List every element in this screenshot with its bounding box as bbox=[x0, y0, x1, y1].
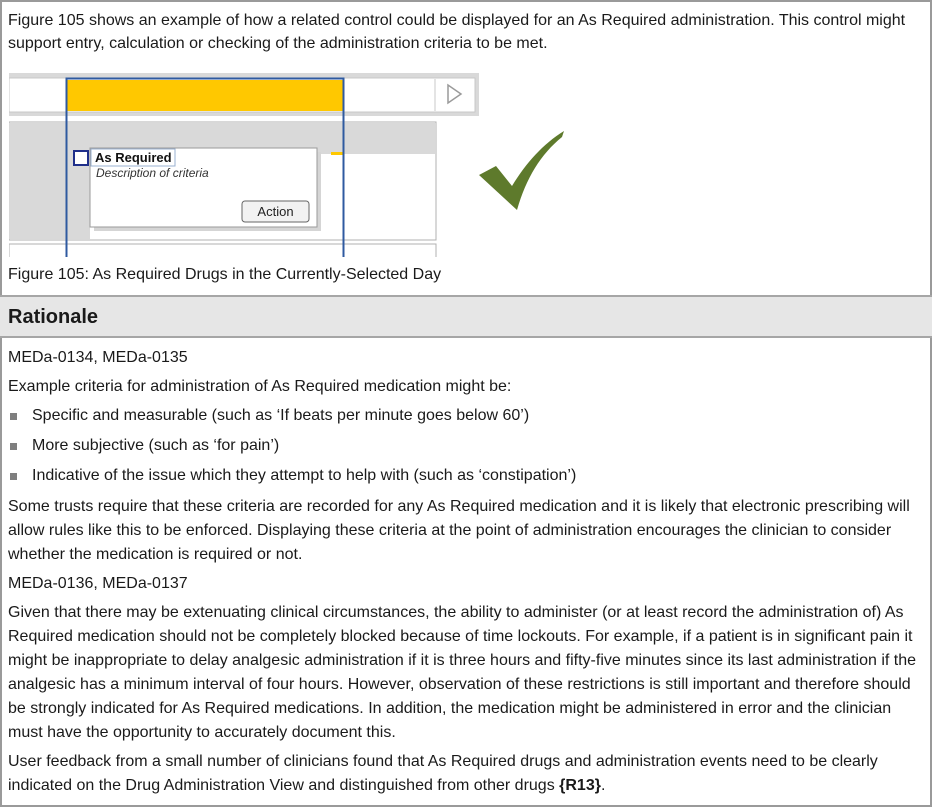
rationale-header bbox=[0, 295, 932, 338]
requirement-tag: {R13} bbox=[559, 777, 601, 794]
list-item-text: Specific and measurable (such as ‘If beats per minute goes below 60’) bbox=[32, 407, 530, 424]
list-item-text: More subjective (such as ‘for pain’) bbox=[32, 437, 280, 454]
feedback-paragraph bbox=[8, 750, 920, 798]
next-drug-row bbox=[9, 244, 436, 257]
rationale-heading: Rationale bbox=[8, 306, 99, 328]
drug-row-left-shade bbox=[10, 154, 90, 239]
figure-105 bbox=[9, 71, 569, 257]
feedback-text: User feedback from a small number of clinicians found that As Required drugs and administration events need to be clearly indicated on the Drug Administration View and distinguished from other drugs bbox=[8, 753, 878, 794]
intro-paragraph: Figure 105 shows an example of how a related control could be displayed for an As Required administration. This control might support entry, calculation or checking of the administration criteria to be met. bbox=[8, 12, 906, 52]
bullet-square-icon bbox=[10, 413, 17, 420]
highlight-edge bbox=[331, 152, 343, 155]
requirement-ref-1: MEDa-0134, MEDa-0135 bbox=[8, 349, 188, 366]
bullet-square-icon bbox=[10, 473, 17, 480]
bullet-square-icon bbox=[10, 443, 17, 450]
as-required-checkbox[interactable] bbox=[74, 151, 88, 165]
criteria-description: Description of criteria bbox=[96, 166, 209, 180]
checkmark-icon bbox=[479, 131, 564, 210]
list-item-text: Indicative of the issue which they attempt to help with (such as ‘constipation’) bbox=[32, 467, 577, 484]
as-required-label: As Required bbox=[95, 150, 172, 165]
figure-illustration bbox=[9, 71, 569, 257]
feedback-end: . bbox=[600, 777, 606, 794]
selected-day-highlight bbox=[66, 80, 343, 111]
figure-caption: Figure 105: As Required Drugs in the Currently-Selected Day bbox=[8, 266, 442, 283]
action-button-label: Action bbox=[257, 204, 294, 219]
requirement-ref-2: MEDa-0136, MEDa-0137 bbox=[8, 575, 188, 592]
criteria-intro: Example criteria for administration of As Required medication might be: bbox=[8, 378, 512, 395]
lockout-paragraph: Given that there may be extenuating clinical circumstances, the ability to administer (or at least record the administration of) As Required medication should not be completely blocked because of time lockouts. For example, if a patient is in significant pain it might be inappropriate to delay analgesic administration if it is three hours and fifty-five minutes since its last administration if the analgesic has a minimum interval of four hours. However, observation of these restrictions is still important and therefore should be strongly indicated for As Required medications. In addition, the medication might be administered in error and the clinician must have the opportunity to accurately document this. bbox=[8, 604, 916, 741]
trusts-paragraph: Some trusts require that these criteria are recorded for any As Required medication and it is likely that electronic prescribing will allow rules like this to be enforced. Displaying these criteria at the point of administration encourages the clinician to consider whether the medication is required or not. bbox=[8, 498, 910, 563]
